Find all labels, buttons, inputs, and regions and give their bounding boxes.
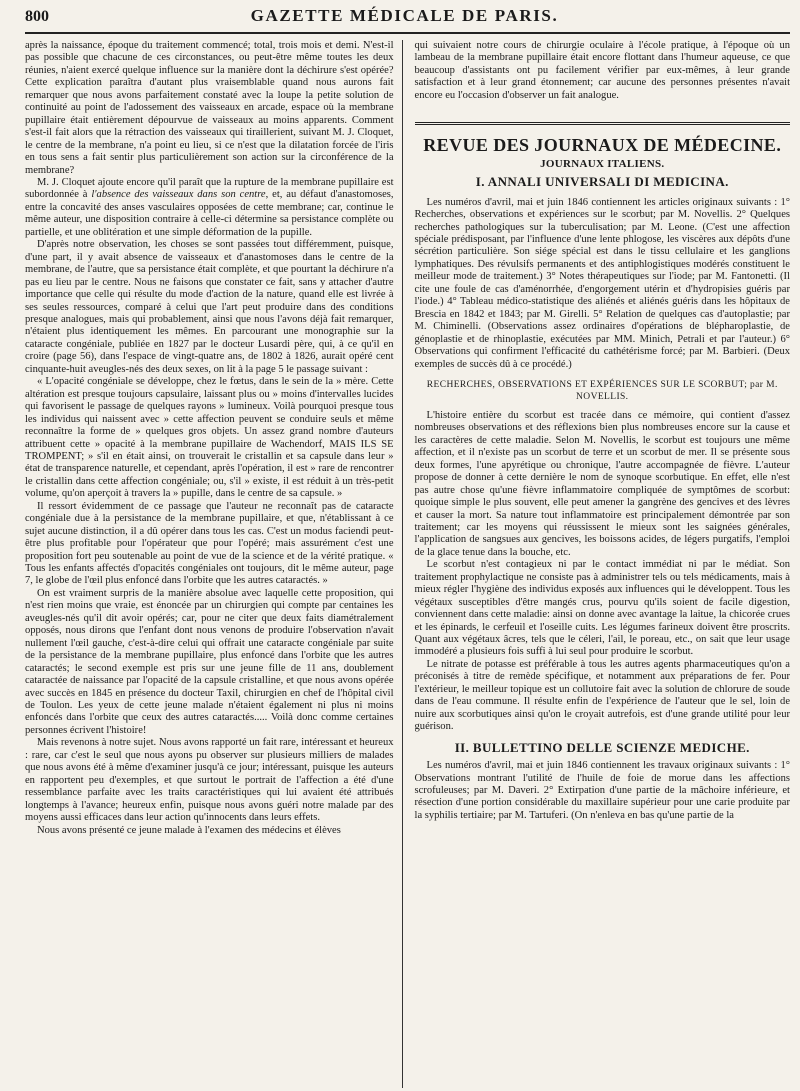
review-section: [415, 122, 790, 822]
columns: [25, 40, 790, 1088]
paragraph: L'histoire entière du scorbut est tracée dans ce mémoire, qui contient d'assez nombreuses observations et des réflexions bien plus nombreuses encore sur la cause et les caractères de cette maladie. Selon M. Novellis, le scorbut est toujours une même affection, et il n'existe pas un scorbut de terre et un scorbut de mer. Il se présente sous deux formes, l'une apyrétique ou chronique, l'autre accompagnée de fièvre. L'auteur propose de donner à cette dernière le nom de synoque scorbutique. En effet, elle n'est pas autre chose qu'une fièvre inflammatoire compliquée de symptômes de scorbut: quoique simple le plus souvent, elle peut amener la gangrène des gencives et des lèvres et causer la mort. Sa nature tout inflammatoire est principalement démontrée par son traitement; car les moyens qui réussissent le mieux sont les saignées générales, l'application de sangsues aux gencives, les boissons acides, de légers purgatifs, l'emploi de la glace tenue dans la bouche, etc.: [414, 409, 790, 558]
paragraph: qui suivaient notre cours de chirurgie oculaire à l'école pratique, à l'époque où un lambeau de la membrane pupillaire était encore flottant dans l'humeur aqueuse, ce que beaucoup d'assistants ont pu facilement vérifier par eux-mêmes, à leur grande satisfaction et à leur grand étonnement; car aucune des personnes présentes n'avait encore eu l'occasion d'observer un fait analogue.: [414, 40, 790, 101]
paragraph: M. J. Cloquet ajoute encore qu'il paraît que la rupture de la membrane pupillaire est subordonnée à l'absence des vaisseaux dans son centre, et, au défaut d'anastomoses, entre la concavité des anses vasculaires opposées de cette membrane; car, continue le même auteur, une disposition contraire à celle-ci détermine sa persistance complète ou partielle, et une oblitération et une simple déformation de la pupille.: [25, 176, 394, 238]
paragraph: Les numéros d'avril, mai et juin 1846 contiennent les articles originaux suivants : 1° Recherches, observations et expériences sur le scorbut; par M. Novellis. 2° Quelques recherches pathologiques sur la tuberculisation; par M. Leone. (C'est une affection spéciale prédisposant, par l'influence d'une lente phlogose, les viscères aux dépôts d'une sécrétion particulière. Son siége spécial est dans le tissu cellulaire et les ganglions lymphatiques. Des révulsifs permanents et des antiphlogistiques modérés constituent le meilleur mode de traitement.) 3° Notes thérapeutiques sur l'iode; par M. Fantonetti. (Il cite une foule de cas d'aménorrhée, d'engorgement utérin et d'hydropisies guéris par l'iode.) 4° Tableau médico-statistique des aliénés et aliénés guéris dans les hôpitaux de Brescia en 1842 et 1843; par M. Girelli. 5° Relation de quelques cas d'autoplastie; par M. Chiminelli. (Observations assez ordinaires d'opérations de blépharoplastie, de génoplastie et de rhinoplastie, exécutées par MM. Minich, Petrali et par l'auteur.) 6° Observations qui confirment l'efficacité du cathétérisme forcé; par M. Barbieri. (Deux exemples de succès dû à ce procédé.): [414, 196, 790, 370]
quotation: « L'opacité congéniale se développe, chez le fœtus, dans le sein de la » mère. Cette altération est presque toujours capsulaire, laissant plus ou » moins d'intervalles lucides qui favorisent le passage de quelques rayons » lumineux. Voilà pourquoi presque tous les individus qui naissent avec » cette affection peuvent se conduire seuls et même reconnaître la forme de » quelques gros objets. Un assez grand nombre d'auteurs attribuent cette » opacité à la membrane pupillaire de Wachendorf, MAIS ILS SE TROMPENT; » s'il en était ainsi, on trouverait le cristallin et sa capsule dans leur » état de transparence naturelle, et cependant, après l'opération, il est » rare de rencontrer le cristallin dans cette affection congéniale; ou, s'il » existe, il est réduit à un très-petit volume, qu'on aperçoit à travers la » pupille, dans le centre de sa capsule. »: [25, 376, 394, 500]
journal-title: GAZETTE MÉDICALE DE PARIS.: [250, 6, 559, 25]
column-divider: [402, 40, 403, 1088]
paragraph: Les numéros d'avril, mai et juin 1846 contiennent les travaux originaux suivants : 1° Observations montrant l'utilité de l'huile de foie de morue dans les affections scrofuleuses; par M. Daveri. 2° Extirpation d'une partie de la mâchoire inférieure, et résection d'une portion considérable du maxillaire supérieur pour une carie produite par la syphilis tertiaire; par M. Tartuferi. (On n'enleva en bas qu'une partie de la: [414, 760, 790, 821]
paragraph: Mais revenons à notre sujet. Nous avons rapporté un fait rare, intéressant et heureux : rare, car c'est le seul que nous ayons pu observer sur plusieurs milliers de malades que nous avons été à même d'examiner jusqu'à ce jour; intéressant, puisque les auteurs en rapportent peu d'exemples, et que surtout le portrait de l'affection a été d'une ressemblance parfaite avec les traits caractéristiques qui lui avaient été attribués longtemps à l'avance; heureux enfin, puisque nous avons guéri notre malade par des moyens aussi efficaces dans leur action qu'innocents dans leurs effets.: [25, 737, 394, 824]
paragraph: Le scorbut n'est contagieux ni par le contact immédiat ni par le médiat. Son traitement prophylactique ne consiste pas à administrer tels ou tels médicaments, mais à mieux régler l'hygiène des individus exposés aux influences qui le développent. Tous les végétaux susceptibles d'être mangés crus, pourvu qu'ils soient de facile digestion, conviennent dans cette maladie: ainsi on donne avec avantage la laitue, la chicorée crues et les épinards, le cerfeuil et l'oseille cuits. Les légumes farineux doivent être proscrits. Quant aux végétaux âcres, tels que le céleri, l'ail, le poreau, etc., on sait que leur usage immodéré a plusieurs fois suffi à lui seul pour produire le scorbut.: [414, 559, 790, 658]
paragraph: D'après notre observation, les choses se sont passées tout différemment, puisque, d'une part, il y avait absence de vaisseaux et d'anastomoses dans le centre de la membrane, de l'autre, que sa persistance était complète, et que pourtant la déchirure n'a pas eu lieu par le centre. Nous ne faisons que constater ce fait, sans y attacher d'autre importance que celle qui résulte du mode d'action de la nature, quand elle est livrée à ses seules ressources, comparé à celui que l'art peut produire dans des conditions presque analogues, mais qui probablement, ainsi que nous l'avons déjà fait remarquer, n'étaient plus identiquement les mêmes. En parcourant une monographie sur la cataracte congéniale, publiée en 1827 par le docteur Lusardi père, qui, à ce qu'il en croire (page 56), dans l'espace de vingt-quatre ans, de 1802 à 1826, aurait opéré cent cinquante-huit aveugles-nés des deux sexes, on lit à la page 5 le passage suivant :: [25, 239, 394, 375]
section-title: REVUE DES JOURNAUX DE MÉDECINE.: [423, 135, 782, 156]
paragraph: On est vraiment surpris de la manière absolue avec laquelle cette proposition, qui n'est rien moins que vraie, est énoncée par un chirurgien qui compte par centaines les aveugles-nés qu'il dit avoir opérés; car, pour ne citer que deux faits diamétralement opposés, nous dirons que l'enfant dont nous venons de produire l'observation n'avait nullement l'œil gauche, c'est-à-dire celui qui offrait une cataracte congéniale par suite de la persistance de la membrane pupillaire, plus enfoncé dans l'orbite que les autres cataractés; le second exemple est pris sur une jeune fille de 11 ans, doublement cataractée de naissance par l'opacité de la capsule cristalline, et que nous avons opérée avec succès en 1845 en présence du docteur Taxil, chirurgien en chef de l'hôpital civil de Toulon. Les yeux de cette jeune malade n'étaient également ni plus ni moins enfoncés dans l'orbite que ceux des autres cataractés..... Voilà donc comme certaines personnes écrivent l'histoire!: [25, 587, 394, 736]
page-header: [25, 0, 790, 34]
journal-heading: I. ANNALI UNIVERSALI DI MEDICINA.: [475, 174, 729, 190]
paragraph: Nous avons présenté ce jeune malade à l'examen des médecins et élèves: [37, 824, 341, 836]
paragraph: Le nitrate de potasse est préférable à tous les autres agents pharmaceutiques qu'on a préconisés à titre de remède spécifique, et notamment aux préparations de fer. Pour l'extérieur, le meilleur topique est un collutoire fait avec la solution de chlorure de soude dans de l'eau commune. Il résulte enfin de l'expérience de l'auteur que le sel, loin de nuire aux scorbutiques ainsi qu'on le croyait autrefois, est d'une grande utilité pour leur guérison.: [414, 658, 790, 733]
paragraph: Il ressort évidemment de ce passage que l'auteur ne reconnaît pas de cataracte congéniale due à la persistance de la membrane pupillaire, et que, n'établissant à ce sujet aucune distinction, il a dû opérer dans tous les cas. C'est un modus faciendi peut-être plus profitable pour l'opérateur que pour l'opéré; mais assurément c'est une proposition fort peu soutenable au point de vue de la science et de la vérité pratique. « Tous les enfants affectés d'opacités congéniales ont toujours, dit le même auteur, page 7, le globe de l'œil plus enfoncé dans l'orbite que les autres cataractés. »: [25, 500, 394, 587]
left-column: [25, 40, 402, 1088]
page-number: 800: [25, 8, 49, 25]
right-column: [409, 40, 790, 1088]
journal-heading: II. BULLETTINO DELLE SCIENZE MEDICHE.: [454, 739, 750, 755]
paragraph: après la naissance, époque du traitement commencé; total, trois mois et demi. N'est-il pas possible que chacune de ces circonstances, ou peut-être même toutes les deux réunies, n'aient exercé quelque influence sur la manière dont la déchirure s'est opérée? Cette explication paraîtra d'autant plus vraisemblable quand nous aurons fait remarquer que nous avons parfaitement constaté avec la loupe la petite solution de continuité au point de l'adossement des vaisseaux en arcade, espace où la membrane pupillaire était entièrement dépourvue de vaisseaux au moins apparents. Comment s'est-il fait alors que la rétraction des vaisseaux qui tiraillerient, suivant M. J. Cloquet, le centre de la membrane, n'a point eu lieu, si ce n'est que la dilatation forcée de l'iris en tous sens a fait sentir plus particulièrement son action sur la circonférence de la membrane?: [25, 40, 394, 176]
subsection-title: JOURNAUX ITALIENS.: [540, 157, 665, 170]
article-heading: RECHERCHES, OBSERVATIONS ET EXPÉRIENCES SUR LE SCORBUT; par M. NOVELLIS.: [426, 379, 778, 403]
